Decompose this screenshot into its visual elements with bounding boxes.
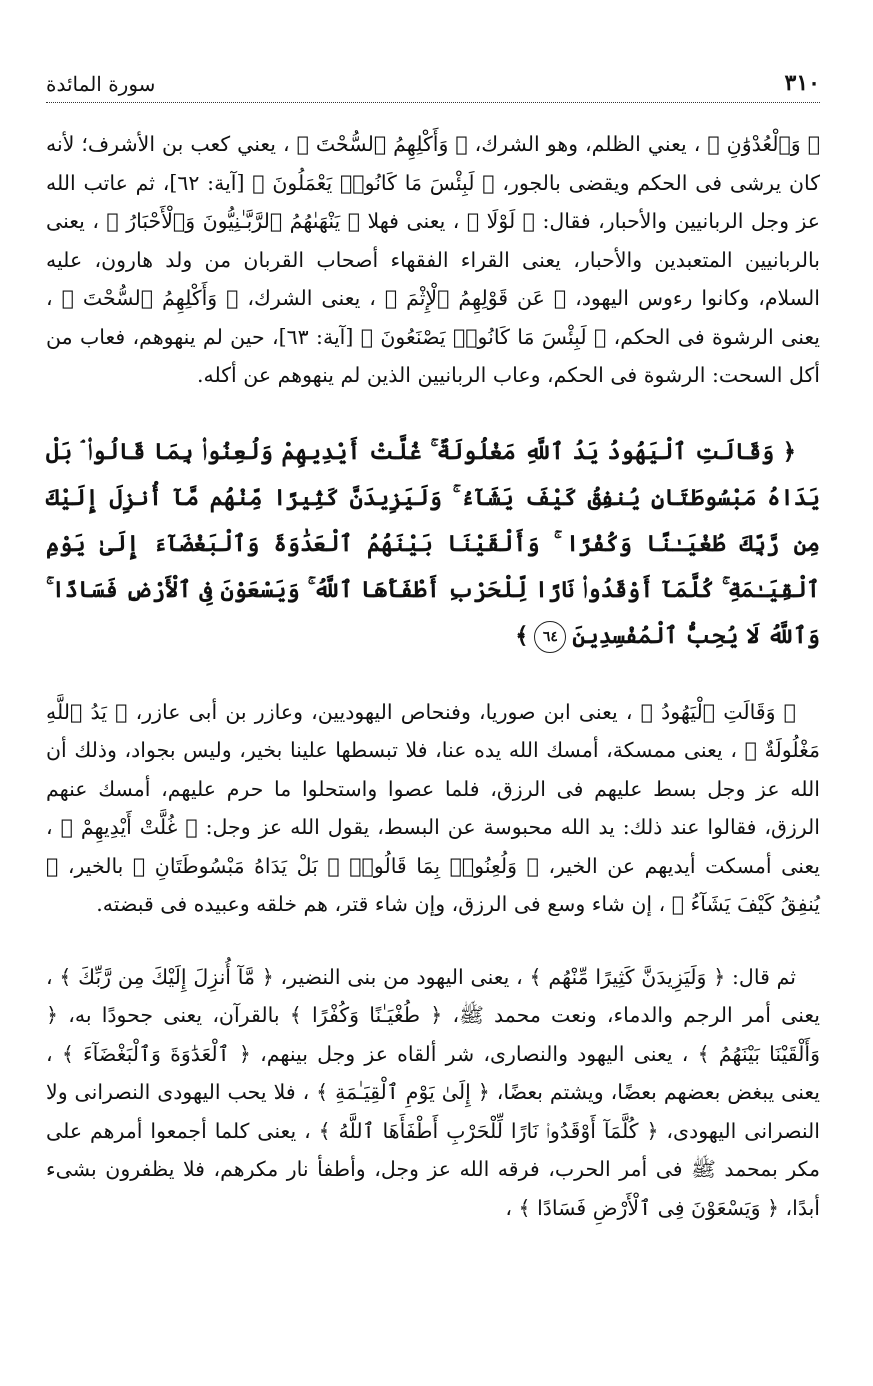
surah-title: سورة المائدة — [46, 72, 156, 96]
verse-text: ﴿ وَقَالَتِ ٱلْيَهُودُ يَدُ ٱللَّهِ مَغْلُولَةٌ ۚ غُلَّتْ أَيْدِيهِمْ وَلُعِنُوا۟ بِمَا قَالُوا۟ ۘ بَلْ يَدَاهُ مَبْسُوطَتَانِ يُنفِقُ كَيْفَ يَشَآءُ ۚ وَلَيَزِيدَنَّ كَثِيرًا مِّنْهُم مَّآ أُنزِلَ إِلَيْكَ مِن رَّبِّكَ طُغْيَـٰنًا وَكُفْرًا ۚ وَأَلْقَيْنَا بَيْنَهُمُ ٱلْعَدَٰوَةَ وَٱلْبَغْضَآءَ إِلَىٰ يَوْمِ ٱلْقِيَـٰمَةِ ۚ كُلَّمَآ أَوْقَدُوا۟ نَارًا لِّلْحَرْبِ أَطْفَأَهَا ٱللَّهُ ۚ وَيَسْعَوْنَ فِى ٱلْأَرْضِ فَسَادًا ۚ وَٱللَّهُ لَا يُحِبُّ ٱلْمُفْسِدِينَ — [46, 438, 820, 649]
commentary-paragraph-2: ﴿ وَقَالَتِ ٱلْيَهُودُ ﴾ ، يعنى ابن صوريا، وفنحاص اليهوديين، وعازر بن أبى عازر، ﴿ يَدُ ٱللَّهِ مَغْلُولَةٌ ﴾ ، يعنى ممسكة، أمسك الله يده عنا، فلا تبسطها علينا بخير، وليس بجواد، وذلك أن الله عز وجل بسط عليهم فى الرزق، فلما عصوا واستحلوا ما حرم عليهم، أمسك عنهم الرزق، فقالوا عند ذلك: يد الله محبوسة عن البسط، يقول الله عز وجل: ﴿ غُلَّتْ أَيْدِيهِمْ ﴾ ، يعنى أمسكت أيديهم عن الخير، ﴿ وَلُعِنُوا۟ بِمَا قَالُوا۟ ۘ بَلْ يَدَاهُ مَبْسُوطَتَانِ ﴾ بالخير، ﴿ يُنفِقُ كَيْفَ يَشَآءُ ﴾ ، إن شاء وسع فى الرزق، وإن شاء قتر، هم خلقه وعبيده فى قبضته. — [46, 699, 820, 916]
commentary-paragraph-1: ﴿ وَٱلْعُدْوَٰنِ ﴾ ، يعني الظلم، وهو الشرك، ﴿ وَأَكْلِهِمُ ٱلسُّحْتَ ﴾ ، يعني كعب بن الأشرف؛ لأنه كان يرشى فى الحكم ويقضى بالجور، ﴿ لَبِئْسَ مَا كَانُوا۟ يَعْمَلُونَ ﴾ [آية: ٦٢]، ثم عاتب الله عز وجل الربانيين والأحبار، فقال: ﴿ لَوْلَا ﴾ ، يعنى فهلا ﴿ يَنْهَىٰهُمُ ٱلرَّبَّـٰنِيُّونَ وَٱلْأَحْبَارُ ﴾ ، يعنى بالربانيين المتعبدين والأحبار، يعنى القراء الفقهاء أصحاب القربان من ولد هارون، عليه السلام، وكانوا رءوس اليهود، ﴿ عَن قَوْلِهِمُ ٱلْإِثْمَ ﴾ ، يعنى الشرك، ﴿ وَأَكْلِهِمُ ٱلسُّحْتَ ﴾ ، يعنى الرشوة فى الحكم، ﴿ لَبِئْسَ مَا كَانُوا۟ يَصْنَعُونَ ﴾ [آية: ٦٣]، حين لم ينهوهم، فعاب من أكل السحت: الرشوة فى الحكم، وعاب الربانيين الذين لم ينهوهم عن أكله. — [46, 132, 821, 387]
page-number: ٣١٠ — [784, 70, 820, 96]
page-header — [46, 70, 820, 103]
verse-close-bracket: ﴾ — [515, 622, 529, 649]
commentary-paragraph-3: ثم قال: ﴿ وَلَيَزِيدَنَّ كَثِيرًا مِّنْهُم ﴾ ، يعنى اليهود من بنى النضير، ﴿ مَّآ أُنزِلَ إِلَيْكَ مِن رَّبِّكَ ﴾ ، يعنى أمر الرجم والدماء، ونعت محمد ﷺ، ﴿ طُغْيَـٰنًا وَكُفْرًا ﴾ بالقرآن، يعنى جحودًا به، ﴿ وَأَلْقَيْنَا بَيْنَهُمُ ﴾ ، يعنى اليهود والنصارى، شر ألقاه عز وجل بينهم، ﴿ ٱلْعَدَٰوَةَ وَٱلْبَغْضَآءَ ﴾ ، يعنى يبغض بعضهم بعضًا، ويشتم بعضًا، ﴿ إِلَىٰ يَوْمِ ٱلْقِيَـٰمَةِ ﴾ ، فلا يحب اليهودى النصرانى ولا النصرانى اليهودى، ﴿ كُلَّمَآ أَوْقَدُوا۟ نَارًا لِّلْحَرْبِ أَطْفَأَهَا ٱللَّهُ ﴾ ، يعنى كلما أجمعوا أمرهم على مكر بمحمد ﷺ فى أمر الحرب، فرقه الله عز وجل، وأطفأ نار مكرهم، فلا يظفرون بشىء أبدًا، ﴿ وَيَسْعَوْنَ فِى ٱلْأَرْضِ فَسَادًا ﴾ ، — [46, 964, 820, 1220]
verse-number-marker: ٦٤ — [534, 621, 566, 653]
quran-verse-block — [46, 429, 820, 659]
